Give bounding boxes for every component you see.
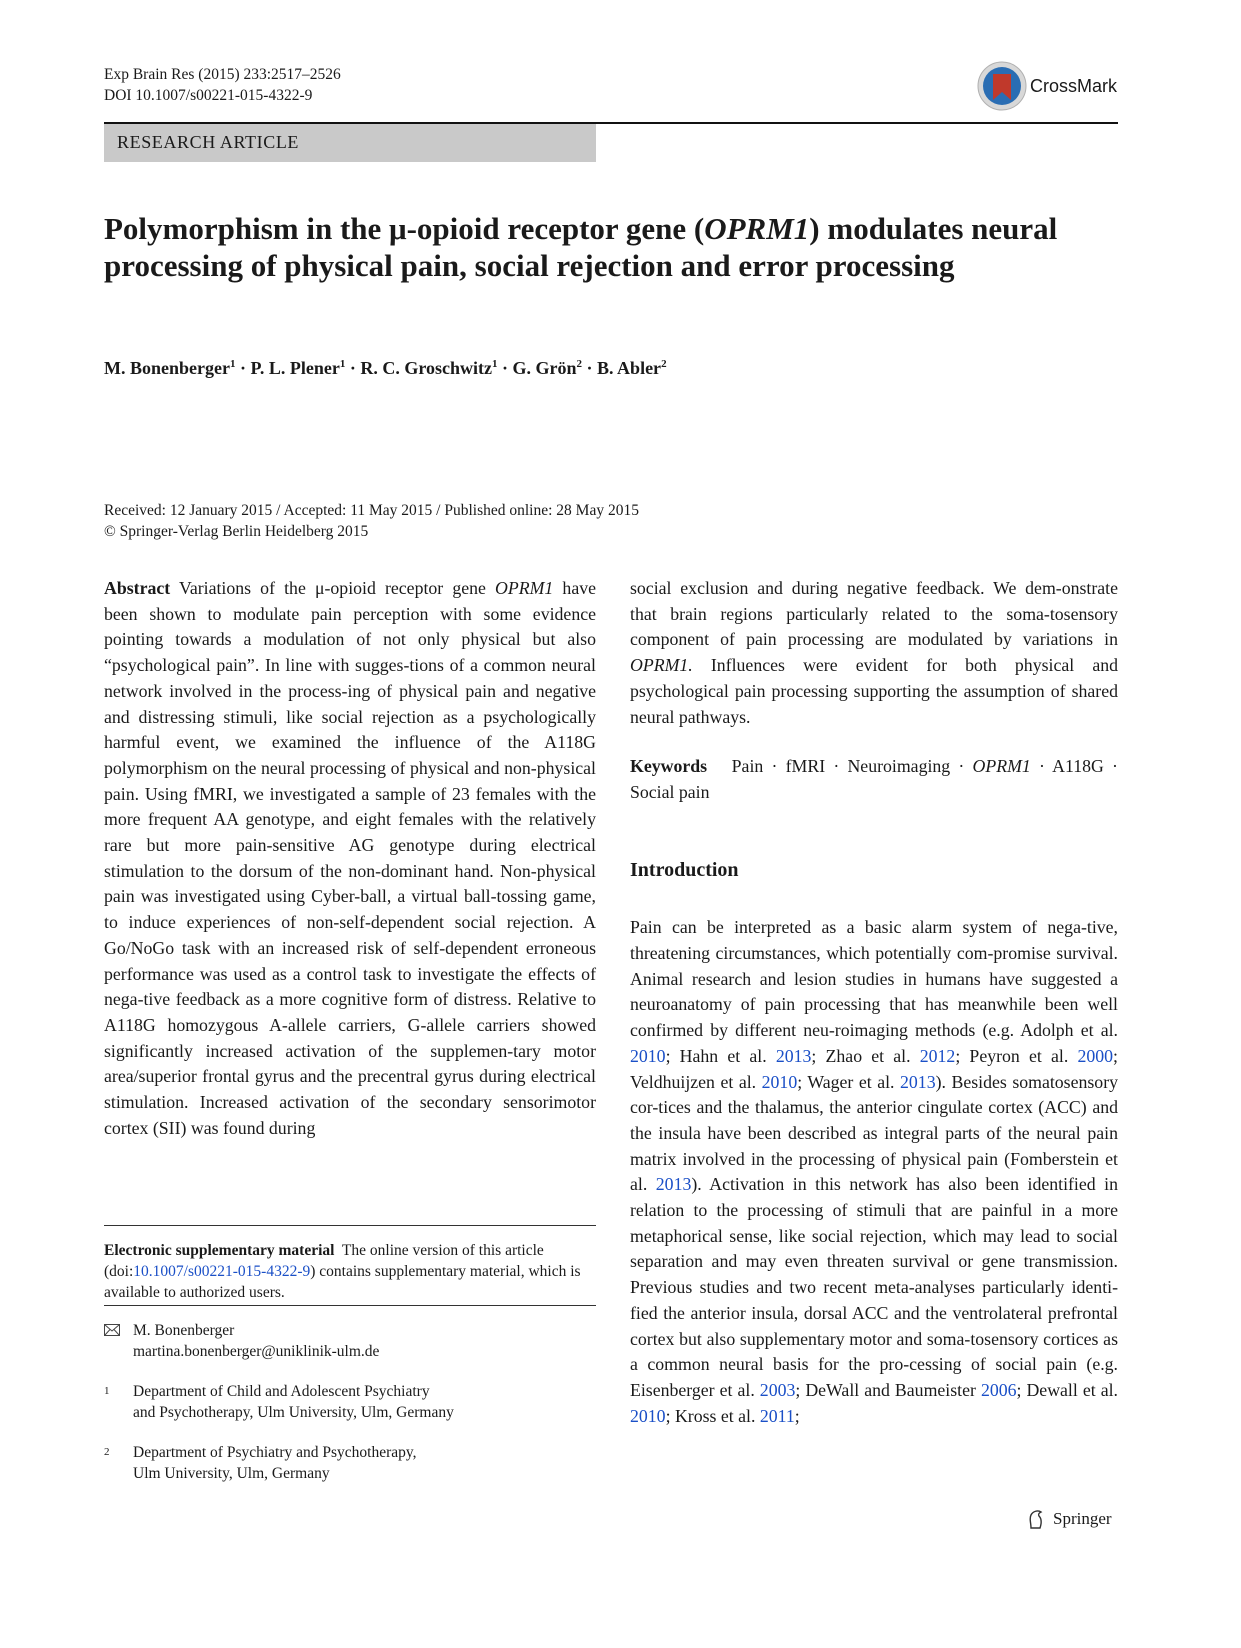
esm-label: Electronic supplementary material (104, 1242, 335, 1259)
author-separator: · (582, 358, 598, 378)
crossmark-label: CrossMark (1030, 75, 1118, 96)
citation-year-link[interactable]: 2010 (630, 1045, 666, 1066)
citation-year-link[interactable]: 2011 (759, 1405, 795, 1426)
intro-text-segment: ). Besides somatosensory cor-tices and the thalamus, the anterior cingulate cortex (ACC) and the insula have been described as integral parts of the neural pain matrix involved in the processing of physical pain (Fomberstein et al. (630, 1071, 1119, 1195)
intro-text-segment: ). Activation in this network has also been identified in relation to the processing of stimuli that are painful in a more metaphorical sense, like social rejection, which may lead to social separation and may even threaten survival or gene transmission. Previous studies and two recent meta-analyses particularly identi-fied the anterior insula, dorsal ACC and the ventrolateral prefrontal cortex but also supplementary motor and soma-tosensory cortices as a common neural basis for the pro-cessing of social pain (e.g. Eisenberger et al. (630, 1174, 1118, 1400)
article-type-label: RESEARCH ARTICLE (117, 132, 300, 152)
springer-horse-icon (1025, 1508, 1047, 1530)
keywords: Keywords Pain · fMRI · Neuroimaging · OPRM1 · A118G · Social pain (630, 756, 1118, 802)
author-name[interactable]: R. C. Groschwitz (360, 358, 492, 378)
author-separator: · (235, 358, 251, 378)
publisher-logo (1025, 1508, 1112, 1530)
abstract-left (104, 576, 596, 1141)
citation-year-link[interactable]: 2010 (761, 1071, 798, 1092)
introduction-heading: Introduction (630, 858, 739, 881)
author-affiliation-mark: 2 (576, 358, 583, 370)
correspondence-name: M. Bonenberger (133, 1322, 235, 1339)
right-column (630, 576, 1118, 1429)
citation-year-link[interactable]: 2006 (980, 1379, 1017, 1400)
citation-year-link[interactable]: 2013 (775, 1045, 812, 1066)
author-name[interactable]: P. L. Plener (250, 358, 340, 378)
citation-year-link[interactable]: 2012 (919, 1045, 956, 1066)
citation-year-link[interactable]: 2013 (655, 1174, 692, 1195)
journal-citation (104, 64, 341, 106)
author-separator: · (345, 358, 361, 378)
intro-text-segment: ; Wager et al. (797, 1071, 901, 1092)
journal-line: Exp Brain Res (2015) 233:2517–2526 (104, 66, 341, 83)
esm-doi-link[interactable]: 10.1007/s00221-015-4322-9 (133, 1263, 311, 1280)
footnote-rule (104, 1225, 596, 1226)
supplementary-note: Electronic supplementary material The online version of this article (doi:10.1007/s00221-015-4322-9) contains supplementary material, which is available to authorized users. (104, 1242, 581, 1301)
citation-year-link[interactable]: 2010 (630, 1405, 666, 1426)
intro-text-segment: Pain can be interpreted as a basic alarm system of nega-tive, threatening circumstances, which potentially com-promise survival. Animal research and lesion studies in humans have suggested a neuroanatomy of pain processing that has meanwhile been well confirmed by different neu-roimaging methods (e.g. Adolph et al. (630, 917, 1118, 1041)
publisher-name: Springer (1053, 1509, 1112, 1528)
keywords-label: Keywords (630, 756, 708, 777)
author-separator: · (497, 358, 513, 378)
citation-year-link[interactable]: 2000 (1077, 1045, 1114, 1066)
copyright-line: © Springer-Verlag Berlin Heidelberg 2015 (104, 523, 369, 540)
title-gene: OPRM1 (704, 211, 810, 246)
intro-text-segment: ; Hahn et al. (665, 1045, 776, 1066)
intro-text-segment: ; Veldhuijzen et al. (630, 1045, 1118, 1092)
correspondence-author (104, 1320, 596, 1362)
abstract-text-left: Abstract Variations of the μ-opioid receptor gene OPRM1 have been shown to modulate pain perception with some evidence pointing towards a modulation of not only physical but also “psychological pain”. In line with sugges-tions of a common neural network involved in the process-ing of physical pain and negative and distressing stimuli, like social rejection as a psychologically harmful event, we examined the influence of the A118G polymorphism on the neural processing of physical and non-physical pain. Using fMRI, we investigated a sample of 23 females with the more frequent AA genotype, and eight females with the relatively rare but more pain-sensitive AG genotype during electrical stimulation to the dorsum of the non-dominant hand. Non-physical pain was investigated using Cyber-ball, a virtual ball-tossing game, to induce experiences of non-self-dependent social rejection. A Go/NoGo task with an increased risk of self-dependent erroneous performance was used as a control task to investigate the effects of nega-tive feedback as a more cognitive form of distress. Relative to A118G homozygous A-allele carriers, G-allele carriers showed significantly increased activation of the supplemen-tary motor area/superior frontal gyrus and the precentral gyrus during electrical stimulation. Increased activation of the secondary sensorimotor cortex (SII) was found during (104, 578, 596, 1138)
abstract-text-right: social exclusion and during negative feedback. We dem-onstrate that brain regions particularly related to the soma-tosensory component of pain processing are modulated by variations in OPRM1. Influences were evident for both physical and psychological pain processing supporting the assumption of shared neural pathways. (630, 578, 1118, 727)
author-name[interactable]: B. Abler (597, 358, 662, 378)
correspondence-block (104, 1320, 596, 1484)
affiliation-2: 2 Department of Psychiatry and Psychotherapy, Ulm University, Ulm, Germany (104, 1444, 417, 1482)
author-name[interactable]: G. Grön (512, 358, 577, 378)
introduction-text (630, 915, 1118, 1429)
author-affiliation-mark: 1 (339, 358, 346, 370)
intro-text-segment: ; Dewall et al. (1016, 1379, 1118, 1400)
correspondence-email[interactable]: martina.bonenberger@uniklinik-ulm.de (133, 1343, 380, 1360)
intro-text-segment: ; Kross et al. (665, 1405, 760, 1426)
crossmark-icon (976, 60, 1028, 112)
intro-text-segment: ; DeWall and Baumeister (795, 1379, 981, 1400)
author-affiliation-mark: 1 (492, 358, 498, 370)
received-line: Received: 12 January 2015 / Accepted: 11 May 2015 / Published online: 28 May 2015 (104, 502, 639, 519)
doi-line: DOI 10.1007/s00221-015-4322-9 (104, 87, 313, 104)
footnote-rule-2 (104, 1305, 596, 1306)
author-list (104, 358, 667, 379)
intro-text-segment: ; Peyron et al. (955, 1045, 1078, 1066)
author-affiliation-mark: 2 (661, 358, 667, 370)
intro-text-segment: ; Zhao et al. (811, 1045, 920, 1066)
article-type-bar (104, 124, 596, 162)
publication-history (104, 500, 639, 542)
citation-year-link[interactable]: 2013 (900, 1071, 936, 1092)
affiliation-1: 1 Department of Child and Adolescent Psychiatry and Psychotherapy, Ulm University, Ulm, Germany (104, 1383, 454, 1421)
crossmark-badge[interactable] (976, 60, 1117, 112)
author-affiliation-mark: 1 (229, 358, 236, 370)
abstract-label: Abstract (104, 578, 171, 598)
citation-year-link[interactable]: 2003 (759, 1379, 796, 1400)
article-title: Polymorphism in the μ-opioid receptor gene (OPRM1) modulates neural processing of physical pain, social rejection and error processing (104, 211, 1058, 283)
envelope-icon (104, 1320, 133, 1362)
intro-text-segment: ; (794, 1405, 800, 1426)
author-name[interactable]: M. Bonenberger (104, 358, 230, 378)
